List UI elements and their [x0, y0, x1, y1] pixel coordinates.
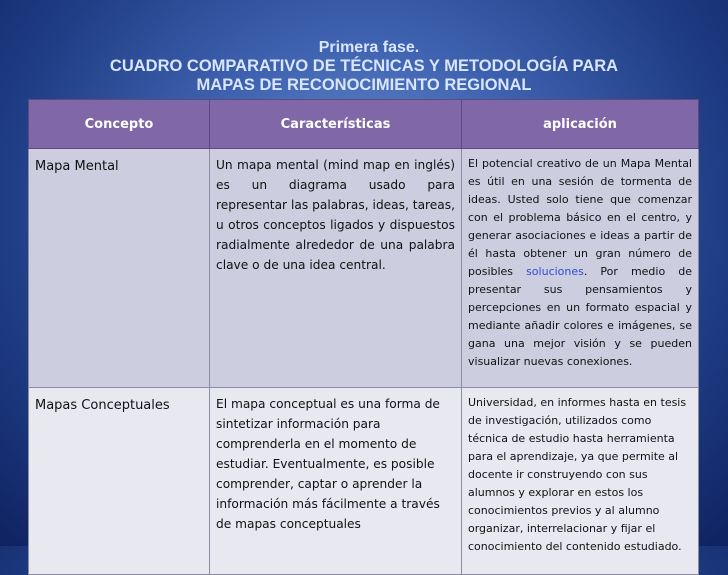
title-line-3: MAPAS DE RECONOCIMIENTO REGIONAL [196, 76, 532, 94]
aplicacion-text-before: El potencial creativo de un Mapa Mental es útil en una sesión de tormenta de ideas. Usted solo tiene que comenzar con el problema básico en el centro, y generar asociaciones e ideas a partir de él hasta obtener un gran número de posibles [468, 157, 692, 278]
cell-caracteristicas: Un mapa mental (mind map en inglés) es un diagrama usado para representar las palabras, ideas, tareas, u otros conceptos ligados y dispuestos radialmente alrededor de una palabra clave o de una idea central. [210, 149, 462, 388]
header-aplicacion: aplicación [462, 100, 699, 149]
aplicacion-text: Universidad, en informes hasta en tesis de investigación, utilizados como técnica de estudio hasta herramienta para el aprendizaje, ya que permite al docente ir construyendo con sus alumnos y explorar en estos los conocimientos previos y al alumno organizar, interrelacionar y fijar el conocimiento del contenido estudiado. [468, 396, 687, 553]
table-row [29, 149, 699, 388]
cell-aplicacion [462, 388, 699, 575]
aplicacion-text-after: . Por medio de presentar sus pensamientos y percepciones en un formato espacial y mediante añadir colores e imágenes, se gana una mejor visión y se pueden visualizar nuevas conexiones. [468, 265, 692, 368]
header-caracteristicas: Características [210, 100, 462, 149]
title-line-2: CUADRO COMPARATIVO DE TÉCNICAS Y METODOLOGÍA PARA [109, 57, 619, 75]
table-header-row [29, 100, 699, 149]
soluciones-link[interactable]: soluciones [526, 265, 584, 278]
cell-concepto: Mapa Mental [29, 149, 210, 388]
header-concepto: Concepto [29, 100, 210, 149]
cell-concepto: Mapas Conceptuales [29, 388, 210, 575]
cell-caracteristicas: El mapa conceptual es una forma de sintetizar información para comprenderla en el momento de estudiar. Eventualmente, es posible comprender, captar o aprender la información más fácilmente a través de mapas conceptuales [210, 388, 462, 575]
title-line-1: Primera fase. [318, 39, 420, 56]
cell-aplicacion [462, 149, 699, 388]
slide-title [0, 38, 728, 95]
table-row [29, 388, 699, 575]
comparison-table [28, 99, 699, 575]
